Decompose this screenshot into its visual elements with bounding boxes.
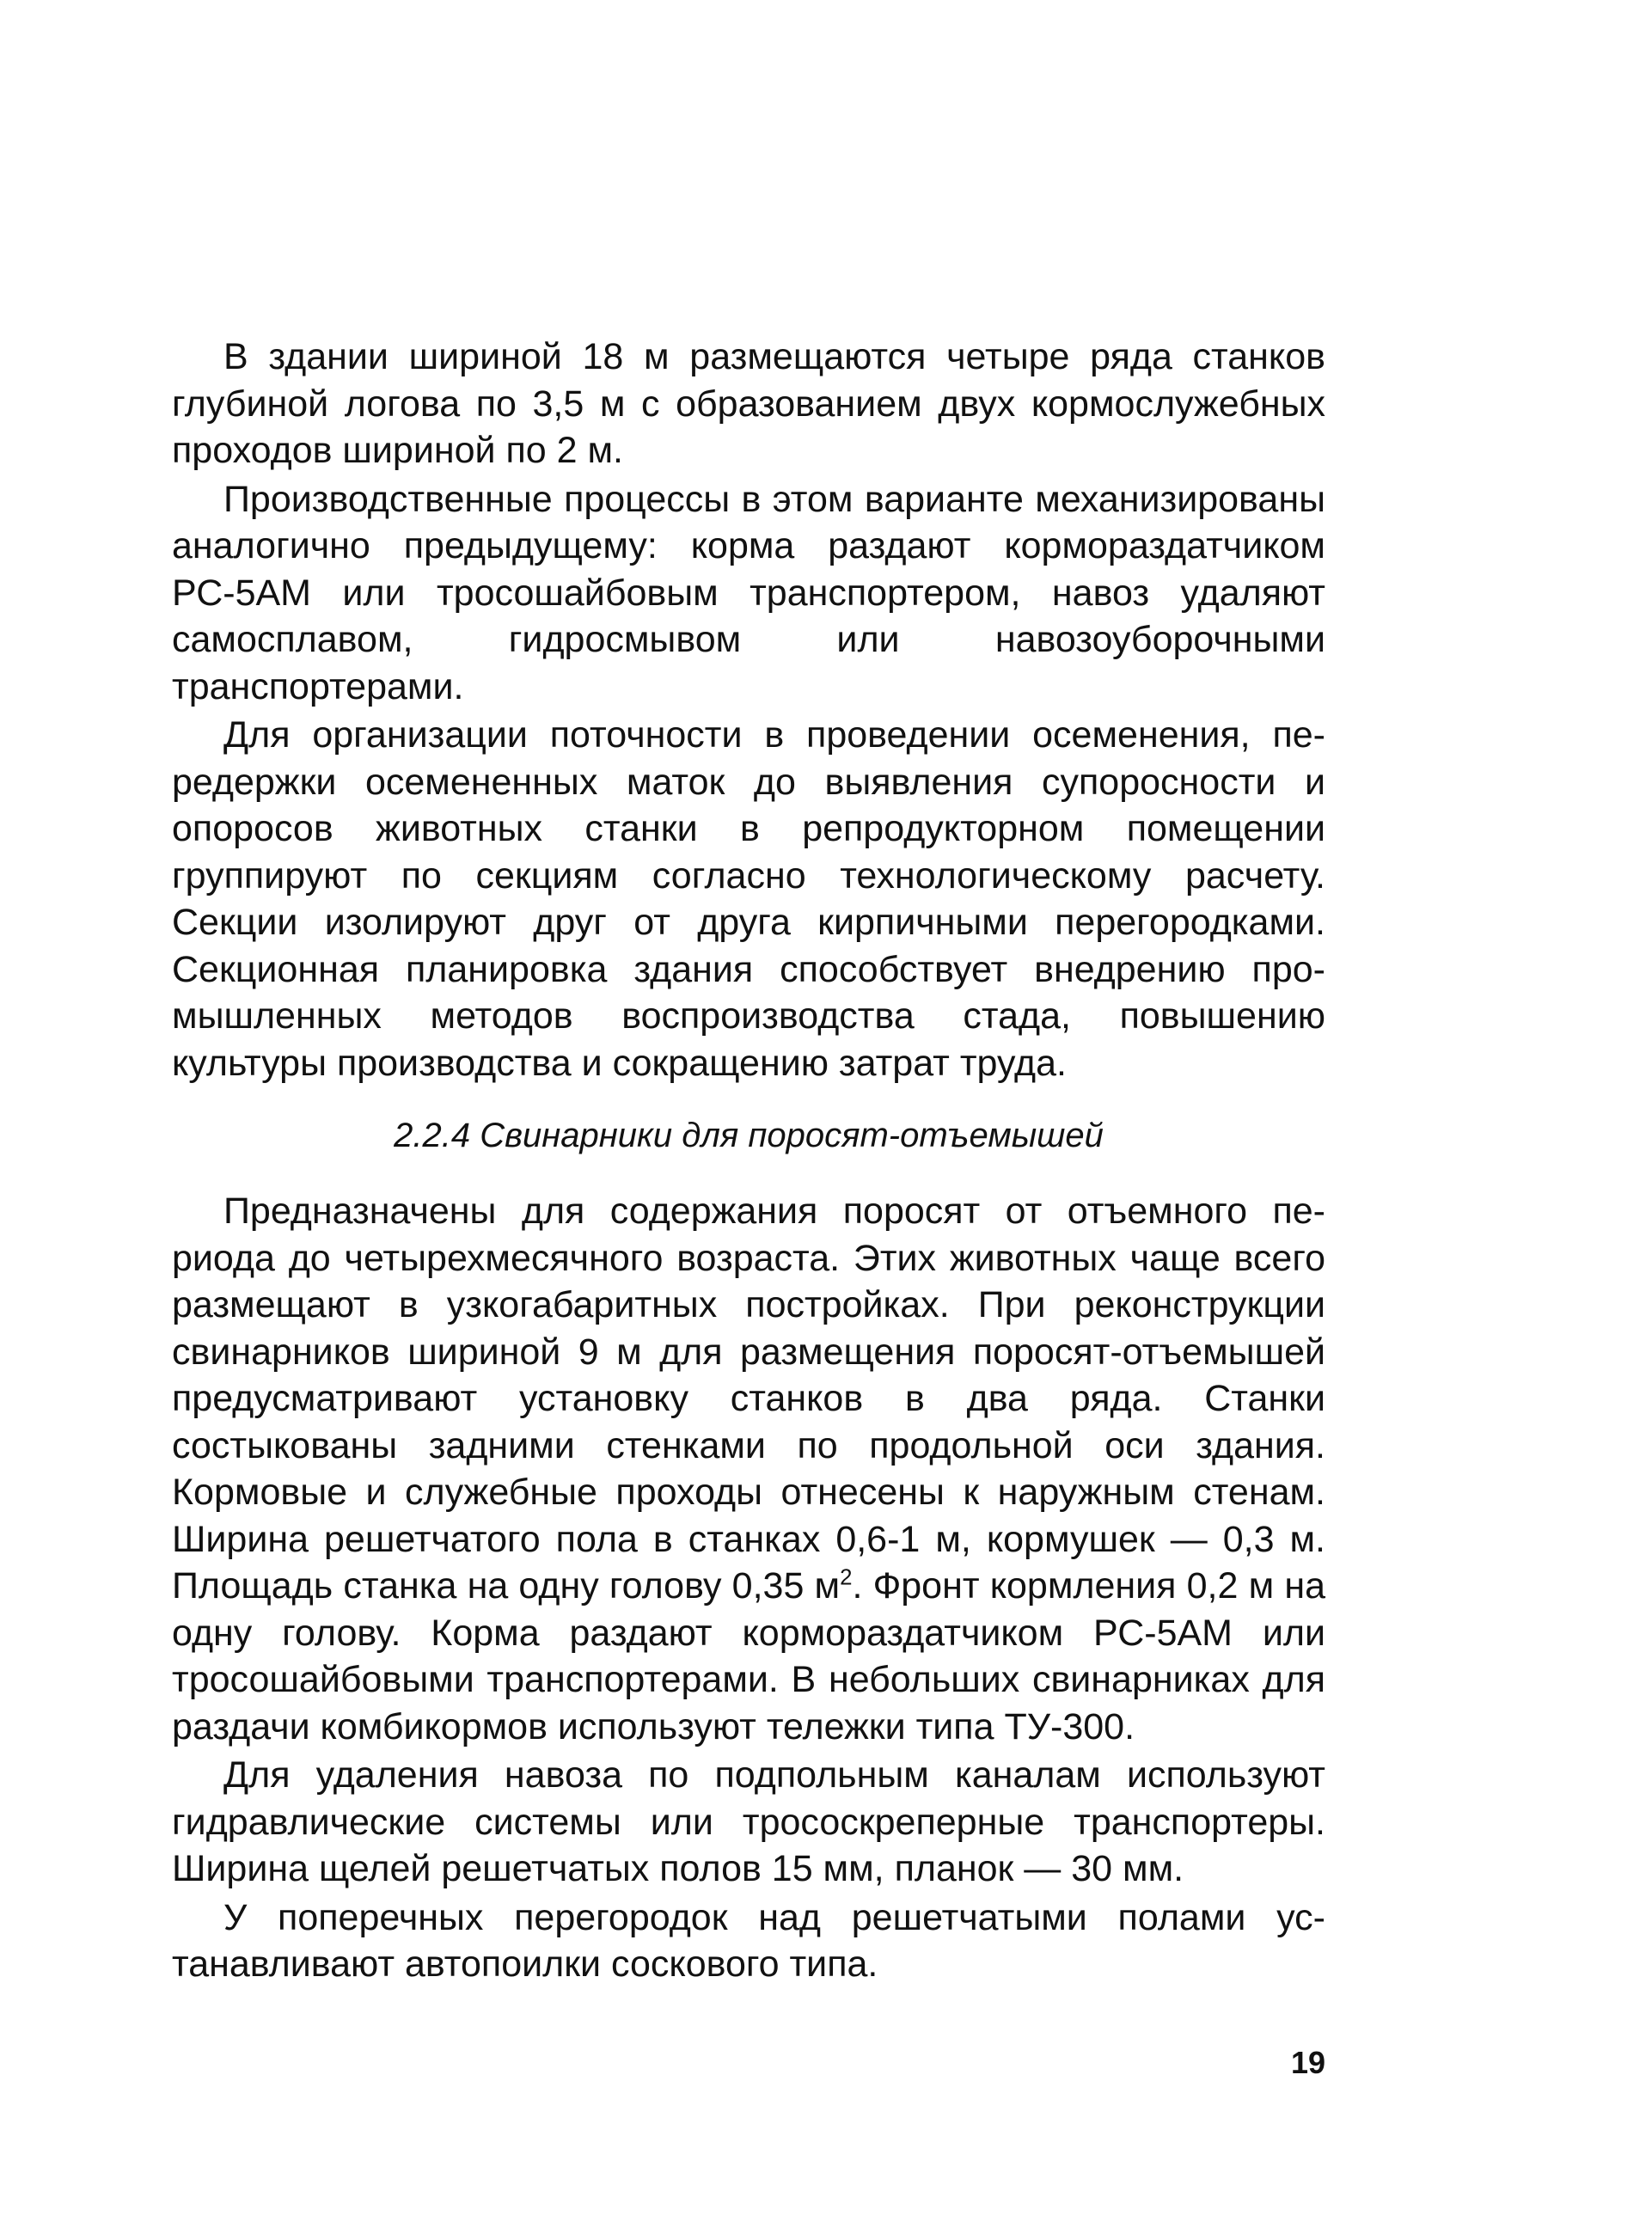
section-heading: 2.2.4 Свинарники для поросят-отъемышей <box>394 1117 1104 1154</box>
paragraph-manure-removal: Для удаления навоза по подпольным каналам используют гидравлические системы или трососкреперные транспортеры. Ширина щелей решетчатых полов 15 мм, планок — 30 мм. <box>172 1754 1325 1889</box>
paragraph-weaner-housing <box>172 1188 1325 1750</box>
paragraph-building-layout: В здании шириной 18 м размещаются четыре ряда станков глубиной логова по 3,5 м с образованием двух кормослужебных проходов шириной по 2 м. <box>172 336 1325 471</box>
page-number: 19 <box>1290 2045 1325 2080</box>
paragraph-drinkers: У поперечных перегородок над решетчатыми полами устанавливают автопоилки соскового типа. <box>172 1896 1325 1985</box>
paragraph-production-processes: Производственные процессы в этом варианте механизированы аналогично предыдущему: корма раздают кормораздатчиком РС-5АМ или тросошайбовым транспортером, навоз удаляют самосплавом, гидросмывом или навозоуборочными транспортерами. <box>172 478 1325 707</box>
body-text <box>172 334 1325 1990</box>
superscript-square: 2 <box>840 1565 853 1590</box>
paragraph-sectioning: Для организации поточности в проведении осеменения, передержки осемененных маток до выявления супоросности и опоросов животных станки в репродукторном помещении группируют по секциям согласно технологическому расчету. Секции изолируют друг от друга кирпичными перегородками. Секционная планировка здания способствует внедрению промышленных методов воспроизводства стада, повышению культуры производства и сокращению затрат труда. <box>172 714 1325 1084</box>
paragraph-weaner-housing-part2: . Фронт кормления 0,2 м на одну голову. Корма раздают кормораздатчиком РС-5АМ или тросошайбовыми транспортерами. В небольших свинарниках для раздачи комбикормов используют тележки типа ТУ-300. <box>172 1565 1325 1747</box>
paragraph-weaner-housing-part1: Предназначены для содержания поросят от отъемного периода до четырехмесячного возраста. Этих животных чаще всего размещают в узкогабаритных постройках. При реконструкции свинарников шириной 9 м для размещения поросят-отъемышей предусматривают установку станков в два ряда. Станки состыкованы задними стенками по продольной оси здания. Кормовые и служебные проходы отнесены к наружным стенам. Ширина решетчатого пола в станках 0,6-1 м, кормушек — 0,3 м. Площадь станка на одну голову 0,35 м <box>172 1190 1325 1607</box>
